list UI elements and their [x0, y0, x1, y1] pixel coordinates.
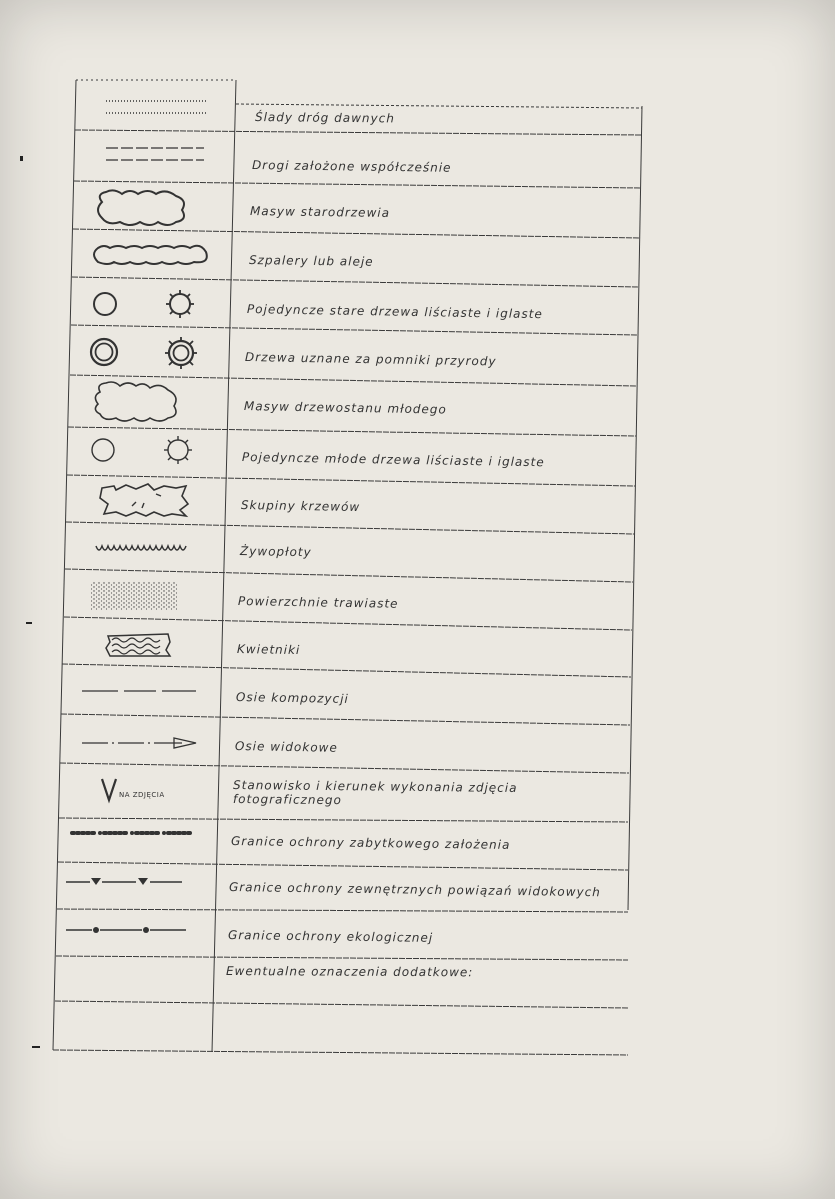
legend-label: Powierzchnie trawiaste	[237, 594, 399, 611]
legend-label: Stanowisko i kierunek wykonania zdjęcia fotograficznego	[232, 778, 518, 808]
legend-label: Skupiny krzewów	[240, 498, 361, 515]
legend-label: Szpalery lub aleje	[248, 253, 374, 269]
symbol-old-stand-cloud	[92, 188, 192, 228]
legend-label: Masyw drzewostanu młodego	[243, 399, 447, 417]
legend-label: Żywopłoty	[239, 544, 312, 560]
symbol-wavy-line	[92, 538, 190, 558]
legend-label: Osie widokowe	[234, 739, 338, 755]
legend-label: Ślady dróg dawnych	[254, 110, 395, 126]
scan-speck	[32, 1046, 40, 1048]
symbol-bead-line	[68, 826, 198, 840]
extra-notes-label: Ewentualne oznaczenia dodatkowe:	[225, 964, 474, 980]
symbol-flowerbed	[104, 630, 176, 660]
legend-label: Pojedyncze młode drzewa liściaste i iglaste	[241, 450, 545, 470]
legend-label: Granice ochrony ekologicznej	[227, 928, 434, 945]
symbol-avenue-scallop	[88, 240, 214, 270]
legend-label: Kwietniki	[236, 642, 301, 658]
photo-mark-text: NA ZDJĘCIA	[119, 791, 165, 799]
symbol-dot-line	[64, 922, 190, 938]
legend-label: Drogi założone współcześnie	[251, 158, 452, 175]
symbol-monument-trees	[86, 332, 208, 376]
legend-label: Masyw starodrzewia	[249, 204, 391, 220]
legend-label: Granice ochrony zewnętrznych powiązań widokowych	[228, 880, 601, 900]
symbol-shrub-groups	[96, 480, 194, 520]
symbol-stippled-area	[88, 578, 182, 614]
symbol-young-stand-cloud	[88, 380, 184, 426]
symbol-dotted-double-line	[100, 95, 212, 123]
symbol-triangle-line	[64, 874, 188, 890]
symbol-single-young-trees	[86, 432, 202, 472]
scan-speck	[26, 622, 32, 624]
scan-speck	[20, 156, 23, 161]
legend-label: Granice ochrony zabytkowego założenia	[230, 834, 511, 852]
symbol-dash-line	[80, 684, 200, 698]
symbol-photo-mark	[98, 776, 120, 804]
symbol-dash-dot-arrow	[80, 735, 202, 751]
symbol-single-old-trees	[88, 285, 206, 325]
legend-label: Pojedyncze stare drzewa liściaste i iglaste	[246, 302, 543, 322]
legend-label: Osie kompozycji	[235, 690, 349, 706]
legend-label: Drzewa uznane za pomniki przyrody	[244, 350, 497, 369]
symbol-dashed-double-line	[100, 142, 212, 170]
